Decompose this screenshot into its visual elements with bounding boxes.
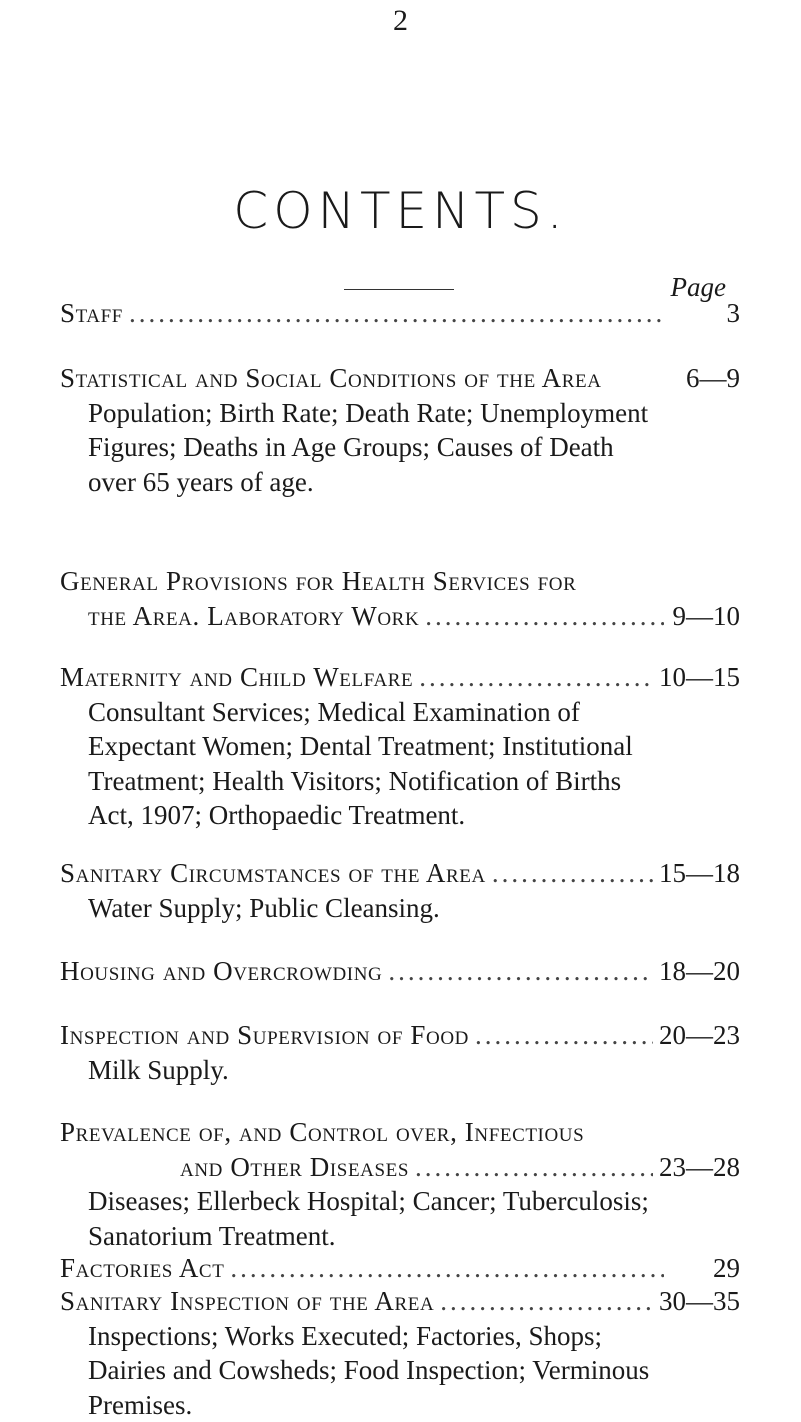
entry-description: Water Supply; Public Cleansing.: [60, 891, 668, 926]
entry-page: 9—10: [670, 599, 740, 634]
toc-entry-housing: [60, 954, 740, 989]
leader-dots: [230, 1251, 664, 1286]
entry-page: 29: [670, 1251, 740, 1286]
toc-entry-maternity: [60, 660, 740, 833]
toc-entry-infectious-diseases: [60, 1115, 740, 1253]
entry-title-line2: and Other Diseases: [180, 1150, 409, 1185]
leader-dots: [129, 296, 664, 331]
entry-page: 18—20: [659, 954, 740, 989]
entry-page: 20—23: [659, 1018, 740, 1053]
entry-title-line2: the Area. Laboratory Work: [88, 599, 419, 634]
toc-entry-sanitary-circumstances: [60, 856, 740, 925]
entry-title: Housing and Overcrowding: [60, 954, 382, 989]
toc-entry-factories-act: [60, 1251, 740, 1286]
entry-page: 10—15: [659, 660, 740, 695]
toc-entry-statistical: [60, 361, 740, 499]
entry-title: Sanitary Circumstances of the Area: [60, 856, 486, 891]
entry-page: 3: [670, 296, 740, 331]
entry-title: Statistical and Social Conditions of the Area: [60, 361, 602, 396]
entry-title: Maternity and Child Welfare: [60, 660, 413, 695]
leader-dots: [475, 1018, 653, 1053]
entry-description: Milk Supply.: [60, 1053, 668, 1088]
entry-title-line1: General Provisions for Health Services for: [60, 564, 576, 599]
leader-dots: [419, 660, 653, 695]
entry-title: Factories Act: [60, 1251, 224, 1286]
title-divider: [344, 289, 454, 290]
leader-dots: [440, 1284, 653, 1319]
entry-description: Diseases; Ellerbeck Hospital; Cancer; Tuberculosis; Sanatorium Treatment.: [60, 1184, 668, 1253]
page-title: CONTENTS.: [0, 182, 801, 240]
leader-dots: [388, 954, 653, 989]
entry-description: Consultant Services; Medical Examination of Expectant Women; Dental Treatment; Institutional Treatment; Health Visitors; Notification of Births Act, 1907; Orthopaedic Treatment.: [60, 695, 668, 833]
leader-dots: [415, 1150, 653, 1185]
page-column-header: Page: [636, 272, 726, 303]
toc-entry-food-inspection: [60, 1018, 740, 1087]
entry-description: Population; Birth Rate; Death Rate; Unemployment Figures; Deaths in Age Groups; Causes of Death over 65 years of age.: [60, 396, 668, 500]
toc-entry-general-provisions: [60, 564, 740, 633]
entry-title: Inspection and Supervision of Food: [60, 1018, 469, 1053]
entry-page: 30—35: [659, 1284, 740, 1319]
leader-dots: [492, 856, 653, 891]
toc-entry-staff: [60, 296, 740, 331]
entry-page: 23—28: [659, 1150, 740, 1185]
entry-page: 6—9: [670, 361, 740, 396]
entry-description: Inspections; Works Executed; Factories, Shops; Dairies and Cowsheds; Food Inspection; Verminous Premises.: [60, 1319, 668, 1422]
entry-title-line1: Prevalence of, and Control over, Infectious: [60, 1115, 584, 1150]
toc-entry-sanitary-inspection: [60, 1284, 740, 1422]
entry-page: 15—18: [659, 856, 740, 891]
entry-title: Sanitary Inspection of the Area: [60, 1284, 434, 1319]
leader-dots: [425, 599, 664, 634]
page-number: 2: [0, 4, 801, 38]
entry-title: Staff: [60, 296, 123, 331]
